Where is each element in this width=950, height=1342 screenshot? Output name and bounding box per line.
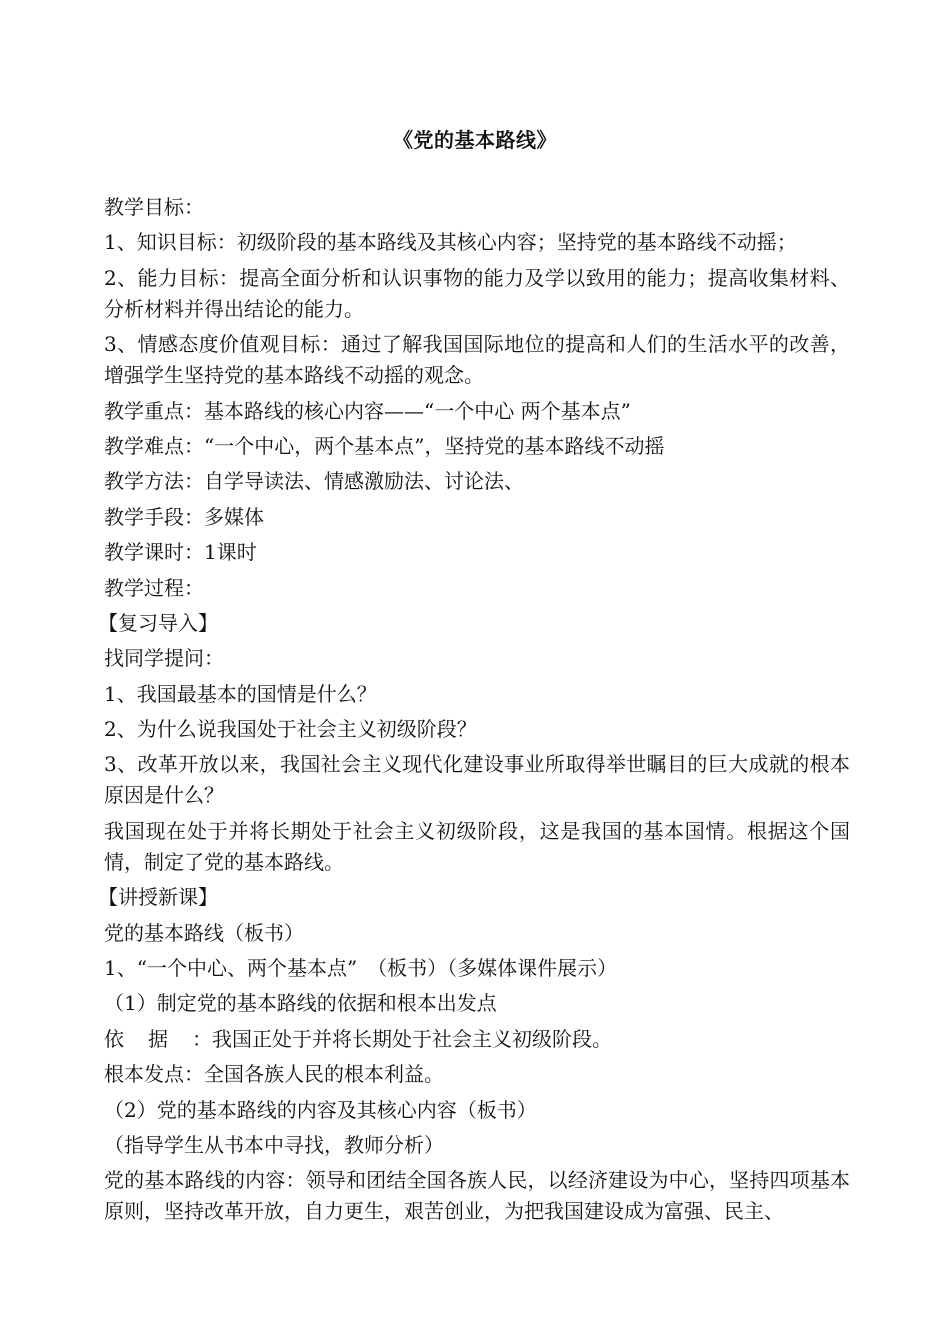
question-2: 2、为什么说我国处于社会主义初级阶段？	[104, 717, 477, 742]
teaching-method: 教学方法：自学导读法、情感激励法、讨论法、	[104, 469, 524, 494]
teaching-goals-heading: 教学目标：	[104, 195, 204, 219]
point-1: 1、“一个中心、两个基本点” （板书）（多媒体课件展示）	[104, 956, 618, 981]
teaching-means: 教学手段：多媒体	[104, 504, 264, 529]
new-lesson-heading: 【讲授新课】	[98, 885, 218, 910]
basis-text: 我国正处于并将长期处于社会主义初级阶段。	[212, 1026, 612, 1051]
difficult-point: 教学难点：“一个中心，两个基本点”，坚持党的基本路线不动摇	[104, 433, 665, 458]
goal-ability: 2、能力目标：提高全面分析和认识事物的能力及学以致用的能力；提高收集材料、分析材料并得出结论的能力。	[104, 265, 850, 321]
goal-knowledge: 1、知识目标：初级阶段的基本路线及其核心内容；坚持党的基本路线不动摇；	[104, 230, 797, 255]
document-body	[98, 192, 850, 1232]
question-3: 3、改革开放以来，我国社会主义现代化建设事业所取得举世瞩目的巨大成就的根本原因是什么？	[104, 752, 850, 808]
class-hours: 教学课时：1课时	[104, 540, 257, 565]
basis-label: 依据：	[104, 1026, 212, 1051]
starting-point: 根本发点：全国各族人民的根本利益。	[104, 1062, 444, 1087]
basis-line	[104, 1024, 850, 1055]
ask-students: 找同学提问：	[104, 646, 224, 671]
key-point: 教学重点：基本路线的核心内容——“一个中心 两个基本点”	[104, 398, 631, 423]
sub-point-1: （1）制定党的基本路线的依据和根本出发点	[104, 991, 497, 1016]
line-content: 党的基本路线的内容：领导和团结全国各族人民，以经济建设为中心，坚持四项基本原则，坚持改革开放，自力更生，艰苦创业，为把我国建设成为富强、民主、	[104, 1168, 850, 1224]
document-title: 《党的基本路线》	[393, 128, 557, 152]
teaching-process: 教学过程：	[104, 575, 204, 600]
review-intro-heading: 【复习导入】	[98, 610, 218, 635]
goal-emotion: 3、情感态度价值观目标：通过了解我国国际地位的提高和人们的生活水平的改善，增强学生坚持党的基本路线不动摇的观念。	[104, 332, 850, 388]
guide-note: （指导学生从书本中寻找，教师分析）	[104, 1132, 444, 1157]
question-1: 1、我国最基本的国情是什么？	[104, 681, 377, 706]
board-title: 党的基本路线（板书）	[104, 920, 304, 945]
sub-point-2: （2）党的基本路线的内容及其核心内容（板书）	[104, 1097, 537, 1122]
transition-paragraph: 我国现在处于并将长期处于社会主义初级阶段，这是我国的基本国情。根据这个国情，制定了党的基本路线。	[104, 818, 850, 874]
